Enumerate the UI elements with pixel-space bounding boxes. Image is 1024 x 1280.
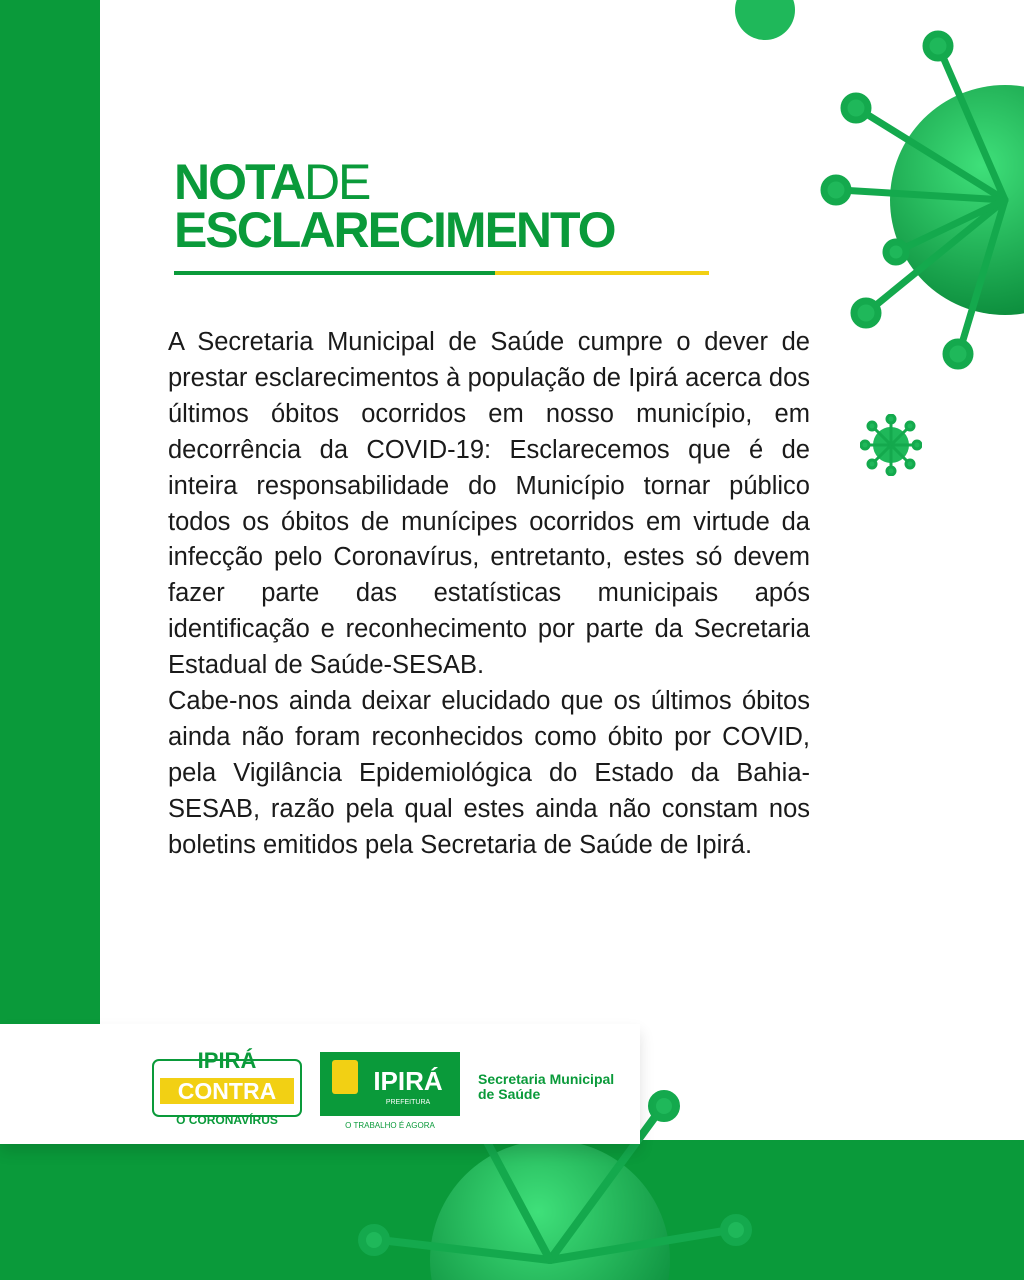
campaign-logo — [152, 1046, 302, 1130]
body-text — [168, 325, 810, 864]
title-word-light: DE — [303, 154, 370, 210]
prefeitura-sub: PREFEITURA — [385, 1099, 431, 1106]
secretaria-line2: de Saúde — [478, 1086, 541, 1102]
campaign-line2: CONTRA — [177, 1078, 277, 1104]
paragraph-2: Cabe-nos ainda deixar elucidado que os últimos óbitos ainda não foram reconhecidos como óbito por COVID, pela Vigilância Epidemiológica do Estado da Bahia-SESAB, razão pela qual estes ainda não constam nos boletins emitidos pela Secretaria de Saúde de Ipirá. — [168, 687, 810, 859]
virus-icon-large — [820, 30, 1024, 370]
virus-icon-small — [860, 414, 922, 476]
secretaria-label — [478, 1072, 614, 1102]
prefeitura-logo — [320, 1052, 460, 1132]
campaign-line1: IPIRÁ — [197, 1048, 257, 1073]
coat-of-arms-icon — [332, 1060, 358, 1094]
prefeitura-name: IPIRÁ — [373, 1066, 443, 1096]
paragraph-1: A Secretaria Municipal de Saúde cumpre o dever de prestar esclarecimentos à população de Ipirá acerca dos últimos óbitos ocorridos em nosso município, em decorrência da COVID-19: Esclarecemos que é de inteira responsabilidade do Município tornar público todos os óbitos de munícipes ocorridos em virtude da infecção pelo Coronavírus, entretanto, estes só devem fazer parte das estatísticas municipais após identificação e reconhecimento por parte da Secretaria Estadual de Saúde-SESAB. — [168, 328, 810, 680]
campaign-line3: O CORONAVÍRUS — [176, 1113, 278, 1127]
prefeitura-slogan: O TRABALHO É AGORA — [345, 1121, 435, 1130]
page-title — [174, 154, 615, 258]
title-line2: ESCLARECIMENTO — [174, 202, 615, 258]
title-word-bold: NOTA — [174, 154, 304, 210]
left-green-bar — [0, 0, 100, 1024]
virus-icon-top — [700, 0, 830, 70]
secretaria-line1: Secretaria Municipal — [478, 1071, 615, 1087]
title-underline — [174, 271, 709, 275]
